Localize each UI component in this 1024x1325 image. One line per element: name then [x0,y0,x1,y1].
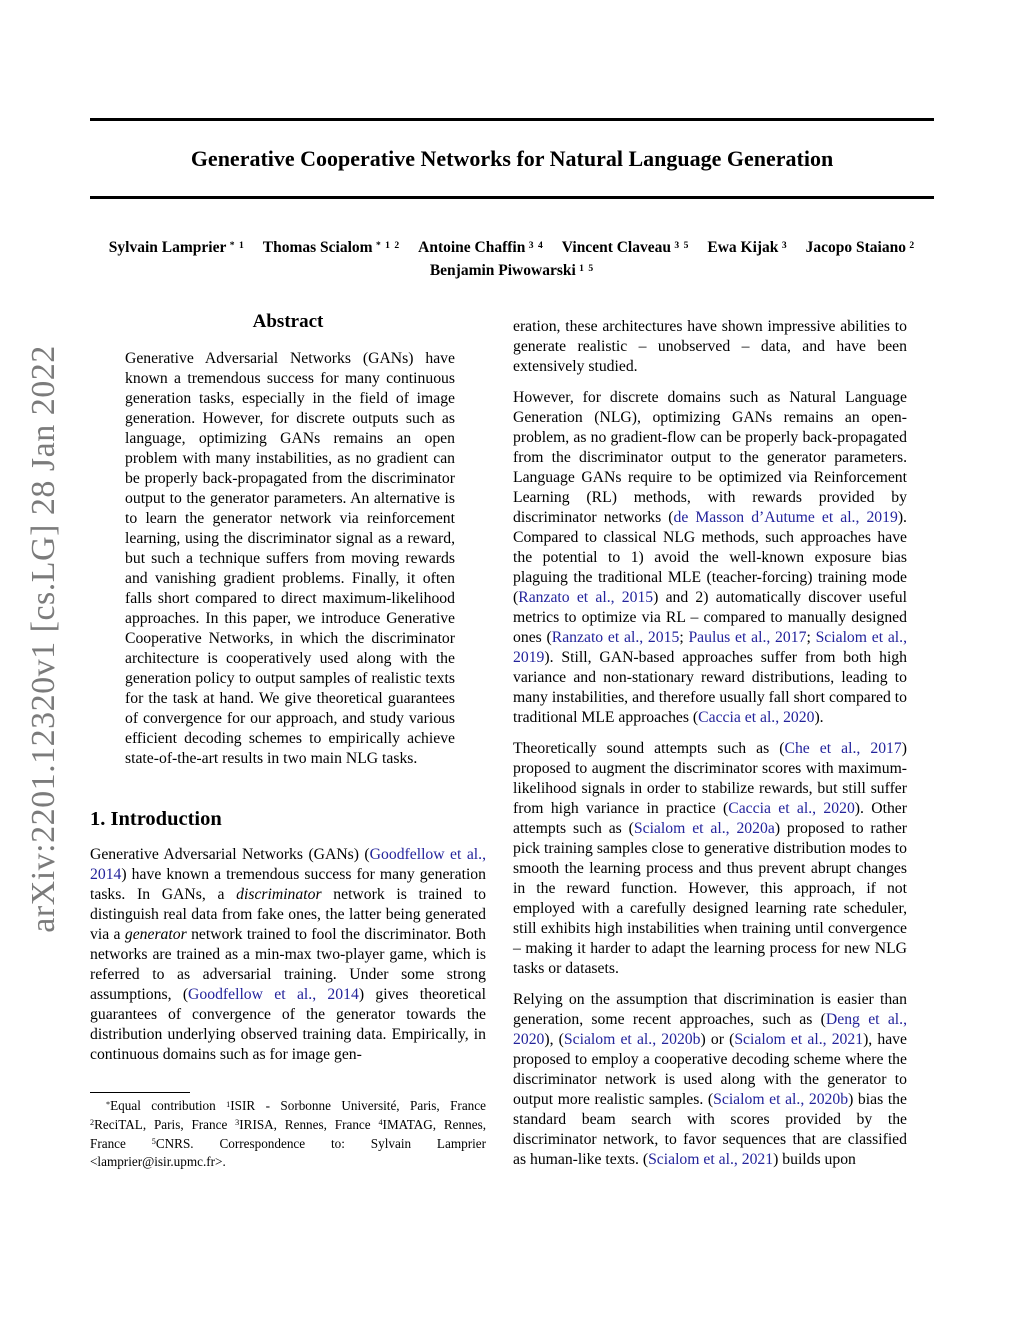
author [418,239,544,256]
citation-link[interactable]: Che et al., 2017 [784,740,902,757]
superscript: * [106,1099,111,1109]
author-name: Sylvain Lamprier [108,239,227,256]
arxiv-watermark: arXiv:2201.12320v1 [cs.LG] 28 Jan 2022 [25,345,62,933]
paragraph [90,845,486,1065]
text-span: ) proposed to augment the discriminator scores with maximum-likelihood signals in order to stabilize rewards, but still suffer from high variance in practice ( [513,740,907,817]
footnote-rule [90,1092,190,1093]
paragraph [513,388,907,728]
section-heading-introduction: 1. Introduction [90,808,222,830]
citation-link[interactable]: Paulus et al., 2017 [688,629,807,646]
citation-link[interactable]: Scialom et al., 2020a [633,820,775,837]
author [707,239,787,256]
text-span: Relying on the assumption that discrimination is easier than generation, some recent approaches, such as ( [513,991,907,1028]
citation-link[interactable]: Scialom et al., 2021 [734,1031,864,1048]
text-span: Generative Adversarial Networks (GANs) ( [90,846,370,863]
author-name: Benjamin Piwowarski [429,262,576,279]
paragraph [513,739,907,979]
text-span: ). Other attempts such as ( [513,800,907,837]
text-span: ) have known a tremendous success for many generation tasks. In GANs, a [90,866,486,903]
citation-link[interactable]: Ranzato et al., 2015 [518,589,654,606]
citation-link[interactable]: Caccia et al., 2020 [698,709,815,726]
text-span: IRISA, Rennes, France [239,1116,379,1132]
author-name: Thomas Scialom [262,239,373,256]
text-span: Equal contribution [110,1098,227,1114]
citation-link[interactable]: Caccia et al., 2020 [728,800,855,817]
author-affiliation-sup: * 1 2 [372,239,401,251]
citation-link[interactable]: Scialom et al., 2019 [513,629,907,666]
text-span: network is trained to distinguish real data from fake ones, the latter being generated via a [90,886,486,943]
abstract-heading: Abstract [252,311,324,332]
author-name: Ewa Kijak [707,239,779,256]
introduction-body [90,845,486,1065]
citation-link[interactable]: Deng et al., 2020 [513,1011,907,1048]
text-span: ISIR - Sorbonne Université, Paris, France [230,1098,486,1114]
citation-link[interactable]: Goodfellow et al., 2014 [188,986,359,1003]
text-span: ). [814,709,824,726]
title-rule [90,196,934,199]
text-span: ; [806,629,816,646]
text-span: ) or ( [700,1031,735,1048]
text-span: ). Still, GAN-based approaches suffer from both high variance and non-stationary reward distributions, leading to many instabilities, and therefore usually fall short compared to traditional MLE approaches ( [513,649,907,726]
author [806,239,916,256]
text-span: ). Compared to classical NLG methods, such approaches have the potential to 1) avoid the well-known exposure bias plaguing the traditional MLE (teacher-forcing) training mode ( [513,509,907,606]
author [430,262,594,279]
text-span: ) builds upon [773,1151,856,1168]
text-span: ) and 2) automatically discover useful metrics to optimize via RL – compared to manually designed ones ( [513,589,907,646]
text-span: ReciTAL, Paris, France [94,1116,236,1132]
author-affiliation-sup: 2 [905,239,916,251]
superscript: 4 [378,1118,383,1128]
author-name: Vincent Claveau [561,239,671,256]
text-span: However, for discrete domains such as Natural Language Generation (NLG), optimizing GANs remains an open-problem, as no gradient-flow can be properly back-propagated from the discriminator output to the generator parameters. Language GANs require to be optimized via Reinforcement Learning (RL) methods, with rewards provided by discriminator networks ( [513,389,907,526]
author [109,239,245,256]
text-span: ) gives theoretical guarantees of convergence of the generator towards the distribution underlying observed training data. Empirically, in continuous domains such as for image gen- [90,986,486,1063]
author-list [40,237,984,283]
author-affiliation-sup: 3 [778,239,788,251]
superscript: 1 [226,1099,231,1109]
citation-link[interactable]: Scialom et al., 2020b [713,1091,849,1108]
author-name: Antoine Chaffin [418,239,526,256]
author-affiliation-sup: 1 5 [575,262,595,274]
text-span: ), ( [544,1031,564,1048]
text-span: CNRS. Correspondence to: Sylvain Lamprier <lamprier@isir.upmc.fr>. [90,1135,486,1170]
paper-title: Generative Cooperative Networks for Natural Language Generation [190,146,834,171]
text-span: ; [679,629,689,646]
left-column [90,305,486,1076]
citation-link[interactable]: Scialom et al., 2020b [563,1031,701,1048]
author-affiliation-sup: 3 4 [525,239,544,251]
right-column [513,317,907,1170]
text-span: ) proposed to rather pick training samples close to generative distribution modes to smooth the learning process and thus prevent abrupt changes in the reward function. However, this approach, if not employed with a carefully designed learning rate scheduler, still exhibits high instabilities when training until convergence – making it harder to adapt the learning process for new NLG tasks or datasets. [513,820,908,977]
text-span: network trained to fool the discriminator. Both networks are trained as a min-max two-player game, which is referred to as adversarial training. Under some strong assumptions, ( [90,926,486,1003]
superscript: 5 [151,1136,156,1146]
author-line-1 [40,237,984,260]
author [263,239,400,256]
footnote [90,1092,486,1171]
footnote-text [90,1098,486,1170]
author-line-2 [40,260,984,283]
top-rule [90,118,934,121]
abstract-body [90,349,486,769]
author-affiliation-sup: * 1 [226,239,245,251]
superscript: 3 [235,1118,240,1128]
citation-link[interactable]: de Masson d’Autume et al., 2019 [673,509,898,526]
text-span: discriminator [236,886,322,903]
paragraph [513,317,907,377]
superscript: 2 [90,1118,95,1128]
author-affiliation-sup: 3 5 [670,239,690,251]
citation-link[interactable]: Ranzato et al., 2015 [551,629,680,646]
text-span: ), have proposed to employ a cooperative decoding scheme where the discriminator network is used along with the generator to output more realistic samples. ( [513,1031,907,1108]
citation-link[interactable]: Goodfellow et al., 2014 [90,846,486,883]
text-span: IMATAG, Rennes, France [90,1116,487,1151]
text-span: generator [124,926,187,943]
citation-link[interactable]: Scialom et al., 2021 [648,1151,774,1168]
paragraph [125,349,455,769]
author-name: Jacopo Staiano [805,239,906,256]
text-span: ) bias the standard beam search with scores provided by the discriminator network, to favor sequences that are classified as human-like texts. ( [513,1091,907,1168]
text-span: eration, these architectures have shown impressive abilities to generate realistic – unobserved – data, and have been extensively studied. [513,318,907,375]
text-span: Theoretically sound attempts such as ( [513,740,785,757]
text-span: Generative Adversarial Networks (GANs) have known a tremendous success for many continuous generation tasks, especially in the field of image generation. However, for discrete outputs such as language, optimizing GANs remains an open problem with many instabilities, as no gradient can be properly back-propagated from the discriminator output to the generator parameters. An alternative is to learn the generator network via reinforcement learning, using the discriminator signal as a reward, but such a technique suffers from moving rewards and vanishing gradient problems. Finally, it often falls short compared to direct maximum-likelihood approaches. In this paper, we introduce Generative Cooperative Networks, in which the discriminator architecture is cooperatively used along with the generation policy to output samples of realistic texts for the task at hand. We give theoretical guarantees of convergence for our approach, and study various efficient decoding schemes to empirically achieve state-of-the-art results in two main NLG tasks. [125,350,455,767]
paragraph [513,990,907,1170]
author [562,239,690,256]
